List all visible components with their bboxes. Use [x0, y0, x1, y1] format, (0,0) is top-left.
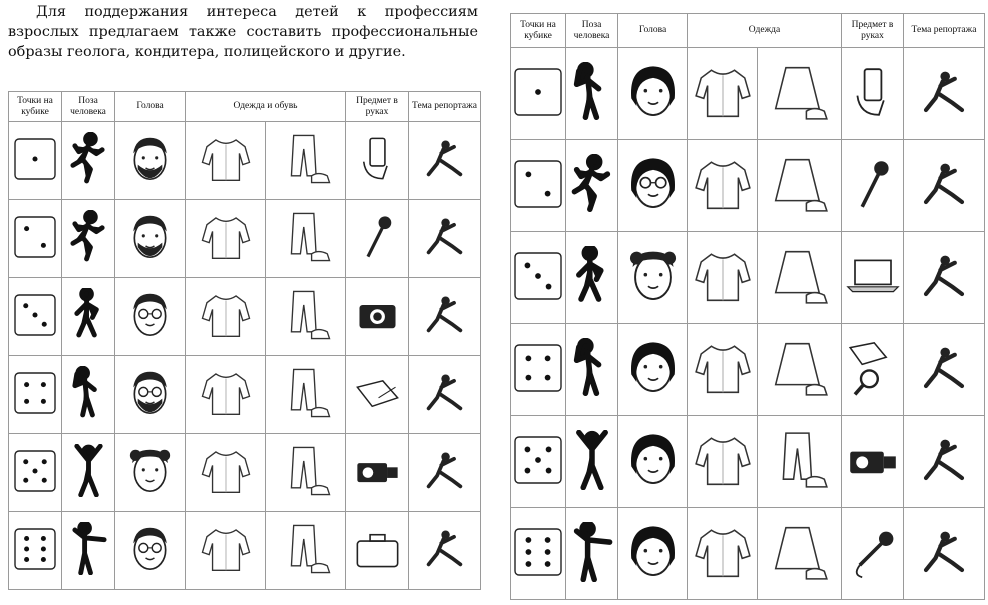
left-cell	[186, 356, 266, 434]
left-cell	[62, 278, 115, 356]
header-item: Предмет в руках	[346, 92, 409, 122]
briefcase-icon	[351, 522, 404, 579]
table-row	[9, 200, 481, 278]
left-cell	[9, 278, 62, 356]
microphone-icon	[843, 522, 903, 586]
right-cell	[566, 232, 618, 324]
right-cell	[511, 416, 566, 508]
right-cell	[688, 232, 758, 324]
left-cell	[62, 122, 115, 200]
left-cell	[409, 278, 481, 356]
table-row	[511, 232, 985, 324]
wrap-blouse-icon	[691, 428, 755, 496]
trousers-and-loafers-icon	[278, 209, 334, 269]
microphone-in-hand-icon	[843, 154, 903, 218]
intro-paragraph: Для поддержания интереса детей к профессиям взрослых предлагаем также составить профессиональные образы геолога, кондитера, полицейского и другие.	[8, 4, 478, 60]
header-clothes: Одежда и обувь	[186, 92, 346, 122]
woman-with-short-hair-icon	[621, 60, 685, 128]
standing-figure-icon	[570, 338, 614, 402]
die-icon	[14, 138, 56, 184]
left-cell	[346, 122, 409, 200]
die-icon	[14, 294, 56, 340]
girl-with-beret-icon	[621, 520, 685, 588]
left-cell	[9, 200, 62, 278]
left-cell	[9, 434, 62, 512]
header-head: Голова	[115, 92, 186, 122]
header-topic: Тема репортажа	[409, 92, 481, 122]
left-cell	[186, 434, 266, 512]
right-cell	[511, 140, 566, 232]
right-cell	[688, 324, 758, 416]
right-cell	[842, 508, 904, 600]
right-cell	[618, 508, 688, 600]
die-icon	[514, 436, 562, 488]
left-cell	[186, 278, 266, 356]
surfer-icon	[914, 430, 974, 494]
polo-shirt-icon	[198, 209, 254, 269]
pointing-figure-icon	[570, 522, 614, 586]
right-cell	[618, 416, 688, 508]
right-cell	[688, 48, 758, 140]
pleated-skirt-and-flats-icon	[768, 520, 832, 588]
right-cell	[618, 324, 688, 416]
die-icon	[514, 528, 562, 580]
tiered-skirt-and-sandals-icon	[768, 244, 832, 312]
full-skirt-and-sandals-icon	[768, 336, 832, 404]
table-row	[511, 508, 985, 600]
right-cell	[511, 324, 566, 416]
header-dots: Точки на кубике	[511, 14, 566, 48]
header-pose: Поза человека	[566, 14, 618, 48]
left-cell	[266, 356, 346, 434]
left-cell	[346, 200, 409, 278]
left-cell	[266, 512, 346, 590]
sweater-icon	[198, 365, 254, 425]
right-cell	[688, 416, 758, 508]
notebook-and-magnifier-icon	[843, 338, 903, 402]
right-cell	[758, 324, 842, 416]
laptop-icon	[843, 246, 903, 310]
photo-camera-icon	[351, 288, 404, 345]
microphone-in-hand-icon	[351, 210, 404, 267]
hawaiian-shirt-icon	[198, 521, 254, 581]
butterfly-and-insects-icon	[914, 338, 974, 402]
arms-raised-figure-icon	[69, 444, 108, 501]
left-cell	[62, 434, 115, 512]
right-cell	[618, 48, 688, 140]
left-cell	[409, 512, 481, 590]
right-cell	[511, 508, 566, 600]
snake-and-tree-icon	[418, 366, 471, 423]
die-icon	[14, 450, 56, 496]
bearded-man-with-bun-icon	[122, 209, 178, 269]
table-row	[511, 140, 985, 232]
right-costume-table	[510, 13, 985, 600]
die-icon	[14, 216, 56, 262]
woman-with-glasses-icon	[621, 152, 685, 220]
scientist-in-lab-icon	[418, 444, 471, 501]
left-cell	[409, 356, 481, 434]
video-camera-icon	[351, 444, 404, 501]
right-cell	[758, 48, 842, 140]
table-row	[9, 122, 481, 200]
header-head: Голова	[618, 14, 688, 48]
die-icon	[14, 372, 56, 418]
right-cell	[842, 324, 904, 416]
plane-and-helicopter-icon	[914, 246, 974, 310]
running-figure-icon	[69, 132, 108, 189]
left-cell	[409, 200, 481, 278]
violin-icon	[914, 522, 974, 586]
boy-with-glasses-icon	[122, 521, 178, 581]
header-dots: Точки на кубике	[9, 92, 62, 122]
right-cell	[842, 140, 904, 232]
header-clothes: Одежда	[688, 14, 842, 48]
running-figure-icon	[69, 210, 108, 267]
right-cell	[904, 324, 985, 416]
table-row	[9, 356, 481, 434]
birds-on-branch-icon	[418, 210, 471, 267]
left-cell	[409, 434, 481, 512]
table-row	[9, 512, 481, 590]
left-cell	[186, 200, 266, 278]
football-player-icon	[418, 132, 471, 189]
left-cell	[115, 434, 186, 512]
header-pose: Поза человека	[62, 92, 115, 122]
left-cell	[115, 512, 186, 590]
walking-figure-icon	[69, 288, 108, 345]
left-cell	[346, 512, 409, 590]
walking-figure-icon	[570, 246, 614, 310]
video-camera-icon	[843, 430, 903, 494]
left-costume-table	[8, 91, 481, 590]
trousers-and-sneakers-icon	[278, 365, 334, 425]
left-cell	[346, 434, 409, 512]
left-cell	[115, 356, 186, 434]
bow-blouse-icon	[691, 520, 755, 588]
table-row	[511, 416, 985, 508]
right-cell	[688, 140, 758, 232]
man-with-beard-and-glasses-icon	[122, 365, 178, 425]
die-icon	[514, 252, 562, 304]
left-cell	[266, 434, 346, 512]
sleeveless-top-icon	[691, 60, 755, 128]
ruffled-blouse-icon	[691, 244, 755, 312]
left-cell	[9, 122, 62, 200]
shirt-icon	[198, 287, 254, 347]
right-cell	[688, 508, 758, 600]
header-item: Предмет в руках	[842, 14, 904, 48]
left-cell	[409, 122, 481, 200]
right-cell	[758, 140, 842, 232]
tunic-icon	[691, 336, 755, 404]
left-cell	[62, 512, 115, 590]
ship-icon	[418, 288, 471, 345]
standing-figure-icon	[570, 62, 614, 126]
right-cell	[566, 140, 618, 232]
phone-in-hand-icon	[843, 62, 903, 126]
right-cell	[904, 232, 985, 324]
standing-figure-icon	[69, 366, 108, 423]
jacket-icon	[691, 152, 755, 220]
notebook-icon	[351, 366, 404, 423]
left-cell	[186, 512, 266, 590]
right-cell	[511, 48, 566, 140]
table-row	[9, 278, 481, 356]
shorts-and-sneakers-icon	[768, 428, 832, 496]
right-cell	[904, 48, 985, 140]
right-cell	[618, 232, 688, 324]
man-with-beard-and-moustache-icon	[122, 131, 178, 191]
right-cell	[842, 232, 904, 324]
table-row	[9, 434, 481, 512]
pencil-skirt-and-flats-icon	[768, 152, 832, 220]
left-cell	[266, 122, 346, 200]
left-cell	[115, 200, 186, 278]
right-cell	[511, 232, 566, 324]
arms-raised-figure-icon	[570, 430, 614, 494]
right-cell	[758, 508, 842, 600]
gymnast-icon	[914, 62, 974, 126]
hoodie-icon	[198, 131, 254, 191]
curly-haired-woman-icon	[621, 244, 685, 312]
building-with-columns-icon	[418, 522, 471, 579]
left-cell	[9, 512, 62, 590]
right-cell	[904, 416, 985, 508]
jeans-and-sneakers-icon	[278, 443, 334, 503]
pointing-figure-icon	[69, 522, 108, 579]
jeans-and-shoes-icon	[278, 287, 334, 347]
right-cell	[566, 508, 618, 600]
curly-haired-boy-icon	[122, 443, 178, 503]
skirt-and-heels-icon	[768, 60, 832, 128]
trousers-and-slip-ons-icon	[278, 521, 334, 581]
die-icon	[514, 68, 562, 120]
phone-in-hand-icon	[351, 132, 404, 189]
woman-with-wavy-hair-icon	[621, 336, 685, 404]
left-cell	[62, 200, 115, 278]
left-cell	[266, 278, 346, 356]
right-cell	[566, 48, 618, 140]
right-cell	[618, 140, 688, 232]
left-cell	[62, 356, 115, 434]
woman-with-bangs-icon	[621, 428, 685, 496]
die-icon	[14, 528, 56, 574]
left-cell	[9, 356, 62, 434]
table-row	[511, 48, 985, 140]
right-cell	[566, 416, 618, 508]
left-cell	[266, 200, 346, 278]
die-icon	[514, 344, 562, 396]
left-cell	[115, 278, 186, 356]
header-topic: Тема репортажа	[904, 14, 985, 48]
left-cell	[115, 122, 186, 200]
right-cell	[566, 324, 618, 416]
kangaroo-and-goat-icon	[914, 154, 974, 218]
left-cell	[346, 278, 409, 356]
right-cell	[904, 508, 985, 600]
shorts-and-sneakers-icon	[278, 131, 334, 191]
long-sleeve-top-icon	[198, 443, 254, 503]
left-cell	[186, 122, 266, 200]
right-cell	[842, 416, 904, 508]
right-cell	[904, 140, 985, 232]
right-cell	[758, 232, 842, 324]
right-cell	[758, 416, 842, 508]
man-with-glasses-icon	[122, 287, 178, 347]
running-figure-icon	[570, 154, 614, 218]
table-row	[511, 324, 985, 416]
left-cell	[346, 356, 409, 434]
right-cell	[842, 48, 904, 140]
die-icon	[514, 160, 562, 212]
